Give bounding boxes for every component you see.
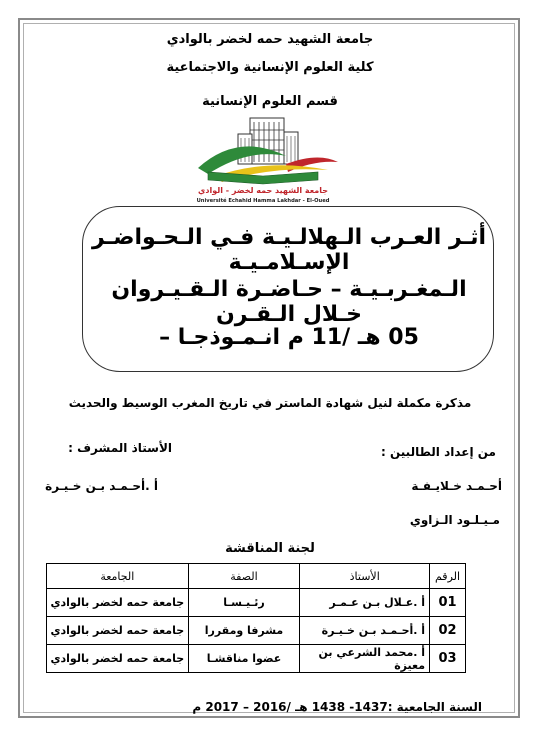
committee-title: لجنة المناقشة bbox=[225, 541, 315, 556]
student-name-2: مـيـلـود الـزاوي bbox=[409, 513, 500, 527]
table-row bbox=[47, 589, 466, 617]
logo-text-fr: Université Echahid Hamma Lakhdar - El-Oued bbox=[196, 198, 330, 204]
row-university: جامعة حمه لخضر بالوادي bbox=[47, 617, 189, 645]
table-row bbox=[47, 645, 466, 673]
department-name: قسم العلوم الإنسانية bbox=[202, 94, 338, 109]
row-number: 01 bbox=[430, 589, 466, 617]
thesis-title-box bbox=[82, 206, 494, 372]
row-university: جامعة حمه لخضر بالوادي bbox=[47, 645, 189, 673]
committee-header-row bbox=[47, 564, 466, 589]
row-professor: أ .محمد الشرعي بن معيزة bbox=[300, 645, 430, 673]
thesis-title-line-3: 05 هـ /11 م انـمـوذجـا – bbox=[159, 325, 419, 350]
row-role: رئـيـسـا bbox=[188, 589, 300, 617]
supervisor-label: الأستاذ المشرف : bbox=[68, 441, 172, 455]
logo-text-ar: جامعة الشهيد حمه لخضر - الوادي bbox=[198, 186, 328, 195]
row-number: 03 bbox=[430, 645, 466, 673]
student-name-1: أحـمـد خـلايـفـة bbox=[411, 479, 502, 493]
row-professor: أ .عـلال بـن عـمـر bbox=[300, 589, 430, 617]
logo-building-icon bbox=[238, 118, 298, 164]
row-number: 02 bbox=[430, 617, 466, 645]
university-logo bbox=[168, 112, 358, 204]
row-role: مشرفا ومقررا bbox=[188, 617, 300, 645]
thesis-title-line-1: أثـر العـرب الـهلالـيـة فـي الـحـواضـر الإسـلامـيـة bbox=[91, 225, 487, 275]
header-role: الصفة bbox=[188, 564, 300, 589]
academic-year: السنة الجامعية :1437- 1438 هـ /2016 – 2017 م bbox=[192, 700, 482, 714]
supervisor-name: أ .أحـمـد بـن خـيـرة bbox=[45, 479, 158, 493]
thesis-subtitle: مذكرة مكملة لنيل شهادة الماستر في تاريخ المغرب الوسيط والحديث bbox=[68, 396, 472, 410]
thesis-title-line-2: الـمغـربـيـة – حـاضـرة الـقـيـروان خـلال الـقـرن bbox=[111, 277, 467, 327]
header-university: الجامعة bbox=[47, 564, 189, 589]
faculty-name: كلية العلوم الإنسانية والاجتماعية bbox=[166, 60, 374, 75]
table-row bbox=[47, 617, 466, 645]
row-university: جامعة حمه لخضر بالوادي bbox=[47, 589, 189, 617]
header-number: الرقم bbox=[430, 564, 466, 589]
row-professor: أ .أحـمـد بـن خـيـرة bbox=[300, 617, 430, 645]
committee-table bbox=[46, 563, 466, 673]
header-professor: الأستاذ bbox=[300, 564, 430, 589]
university-name: جامعة الشهيد حمه لخضر بالوادي bbox=[166, 32, 374, 47]
students-label: من إعداد الطالبين : bbox=[381, 445, 496, 459]
logo-book-icon bbox=[208, 172, 318, 184]
row-role: عضوا مناقشـا bbox=[188, 645, 300, 673]
